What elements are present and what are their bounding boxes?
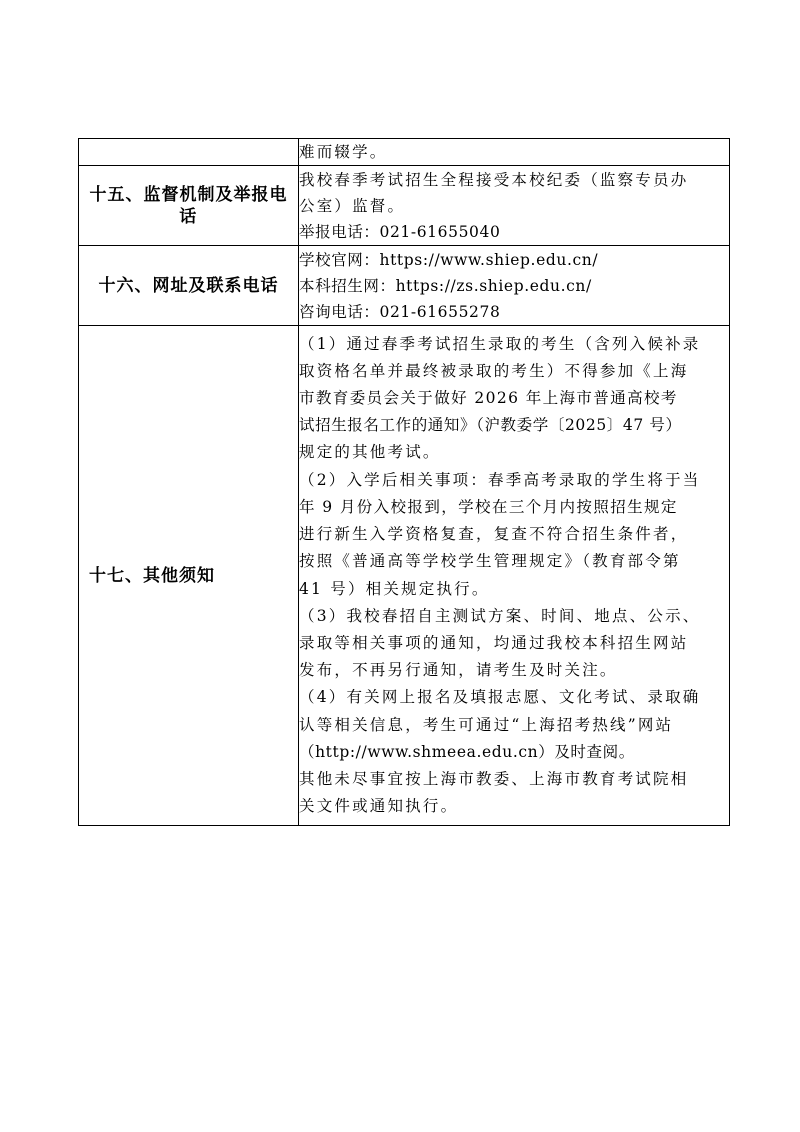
content-line: 关文件或通知执行。 [299, 797, 459, 816]
content-line: （http://www.shmeea.edu.cn）及时查阅。 [299, 742, 635, 761]
content-line: 试招生报名工作的通知》（沪教委学〔2025〕47 号） [299, 416, 682, 435]
table-row [79, 139, 730, 166]
row-label-other [79, 326, 299, 826]
content-line: 认等相关信息，考生可通过“上海招考热线”网站 [299, 715, 674, 734]
content-line: 年 9 月份入校报到，学校在三个月内按照招生规定 [299, 497, 678, 516]
content-line: 规定的其他考试。 [299, 443, 441, 462]
label-line: 十七、其他须知 [89, 565, 215, 586]
label-line: 十六、网址及联系电话 [98, 275, 279, 296]
row-content [299, 166, 730, 246]
content-line: 咨询电话：021-61655278 [299, 302, 501, 321]
content-line: 学校官网：https://www.shiep.edu.cn/ [299, 250, 599, 269]
content-line: （3）我校春招自主测试方案、时间、地点、公示、 [299, 606, 701, 625]
content-line: 按照《普通高等学校学生管理规定》（教育部令第 [299, 552, 681, 571]
table-row [79, 326, 730, 826]
content-line: 进行新生入学资格复查，复查不符合招生条件者， [299, 525, 689, 544]
content-line: 发布，不再另行通知，请考生及时关注。 [299, 661, 618, 680]
table-row [79, 166, 730, 246]
row-label-contact [79, 246, 299, 326]
content-line: （1）通过春季考试招生录取的考生（含列入候补录 [299, 334, 701, 353]
row-content [299, 326, 730, 826]
info-table [78, 138, 730, 826]
content-line: 难而辍学。 [299, 143, 388, 161]
content-line: 其他未尽事宜按上海市教委、上海市教育考试院相 [299, 769, 689, 788]
row-label-supervision [79, 166, 299, 246]
content-line: 举报电话：021-61655040 [299, 222, 501, 241]
label-line: 话 [179, 206, 198, 227]
content-line: 录取等相关事项的通知，均通过我校本科招生网站 [299, 633, 689, 652]
content-line: 41 号）相关规定执行。 [299, 579, 490, 598]
table-row [79, 246, 730, 326]
content-line: 取资格名单并最终被录取的考生）不得参加《上海 [299, 361, 689, 380]
row-content [299, 139, 730, 166]
row-label-empty [79, 139, 299, 166]
content-line: 本科招生网：https://zs.shiep.edu.cn/ [299, 276, 592, 295]
label-line: 十五、监督机制及举报电 [89, 184, 288, 205]
content-line: （4）有关网上报名及填报志愿、文化考试、录取确 [299, 688, 701, 707]
content-line: 公室）监督。 [299, 196, 406, 215]
content-line: 市教育委员会关于做好 2026 年上海市普通高校考 [299, 389, 678, 408]
content-line: （2）入学后相关事项：春季高考录取的学生将于当 [299, 470, 701, 489]
content-line: 我校春季考试招生全程接受本校纪委（监察专员办 [299, 170, 689, 189]
row-content [299, 246, 730, 326]
